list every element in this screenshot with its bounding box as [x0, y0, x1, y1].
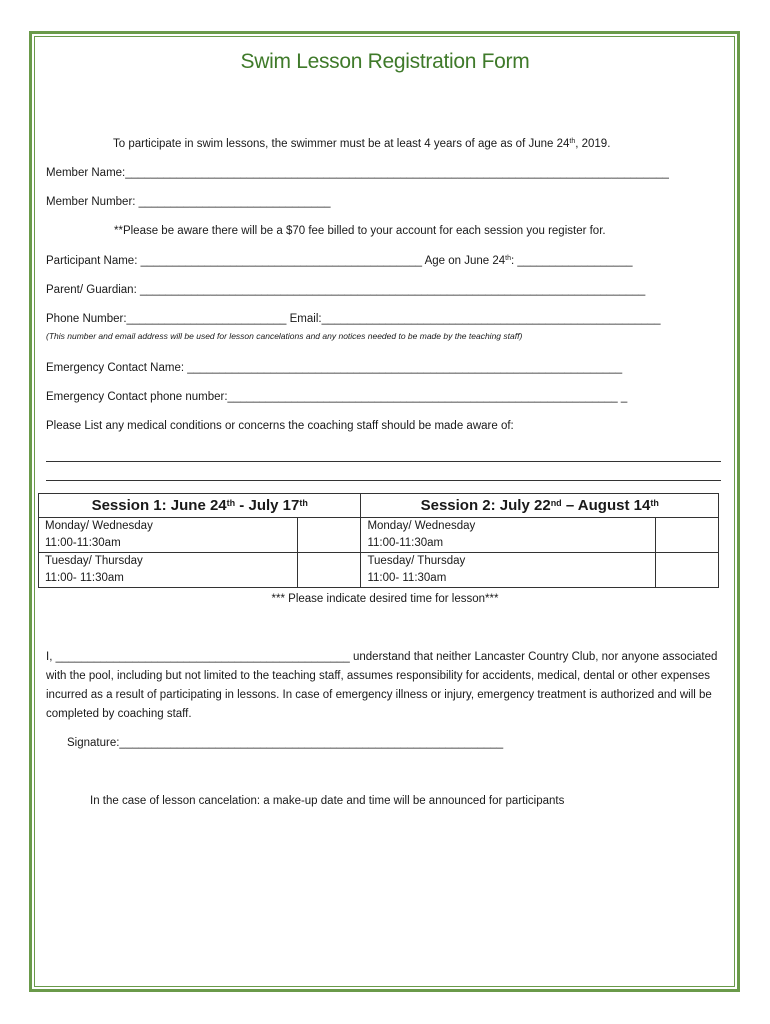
session-1-tt-checkbox[interactable] [298, 553, 361, 588]
waiver-paragraph: I, ______________________________________________ understand that neither Lancaster Country Club, nor anyone associated with the pool, including but not limited to the teaching staff, assumes responsibility for accidents, medical, dental or other expenses incurred as a result of participating in lessons. In case of emergency illness or injury, emergency treatment is authorized and will be completed by coaching staff. [46, 651, 718, 720]
medical-answer-line-1[interactable] [46, 461, 721, 462]
phone-email-field[interactable]: Phone Number:_________________________ Email:_____________________________________________________ [46, 313, 661, 325]
session-2-tt-option: Tuesday/ Thursday 11:00- 11:30am [361, 553, 656, 588]
session-2-mw-option: Monday/ Wednesday 11:00-11:30am [361, 518, 656, 553]
parent-guardian-field[interactable]: Parent/ Guardian: _______________________________________________________________________________ [46, 284, 646, 296]
signature-field[interactable]: Signature:____________________________________________________________ [67, 737, 504, 749]
session-2-mw-checkbox[interactable] [656, 518, 719, 553]
session-table [38, 493, 719, 588]
session-1-tt-option: Tuesday/ Thursday 11:00- 11:30am [39, 553, 298, 588]
fee-notice: **Please be aware there will be a $70 fee billed to your account for each session you register for. [114, 225, 606, 237]
member-number-field[interactable]: Member Number: ______________________________ [46, 196, 331, 208]
cancelation-note: In the case of lesson cancelation: a make-up date and time will be announced for participants [90, 795, 565, 807]
form-title: Swim Lesson Registration Form [240, 50, 530, 73]
medical-answer-line-2[interactable] [46, 480, 721, 481]
session-1-mw-checkbox[interactable] [298, 518, 361, 553]
session-2-tt-checkbox[interactable] [656, 553, 719, 588]
contact-note: (This number and email address will be used for lesson cancelations and any notices needed to be made by the teaching staff) [46, 331, 523, 341]
member-name-field[interactable]: Member Name:_____________________________________________________________________________________ [46, 167, 669, 179]
emergency-contact-phone-field[interactable]: Emergency Contact phone number:_____________________________________________________________ _ [46, 391, 628, 403]
session-2-header: Session 2: July 22nd – August 14th [361, 494, 719, 518]
session-selection-note: *** Please indicate desired time for lesson*** [271, 593, 499, 605]
medical-conditions-prompt: Please List any medical conditions or concerns the coaching staff should be made aware of: [46, 420, 514, 432]
emergency-contact-name-field[interactable]: Emergency Contact Name: ____________________________________________________________________ [46, 362, 623, 374]
session-1-mw-option: Monday/ Wednesday 11:00-11:30am [39, 518, 298, 553]
intro-text: To participate in swim lessons, the swimmer must be at least 4 years of age as of June 24th, 2019. [113, 138, 611, 150]
session-1-header: Session 1: June 24th - July 17th [39, 494, 361, 518]
participant-name-field[interactable]: Participant Name: ____________________________________________ Age on June 24th: __________________ [46, 255, 633, 267]
